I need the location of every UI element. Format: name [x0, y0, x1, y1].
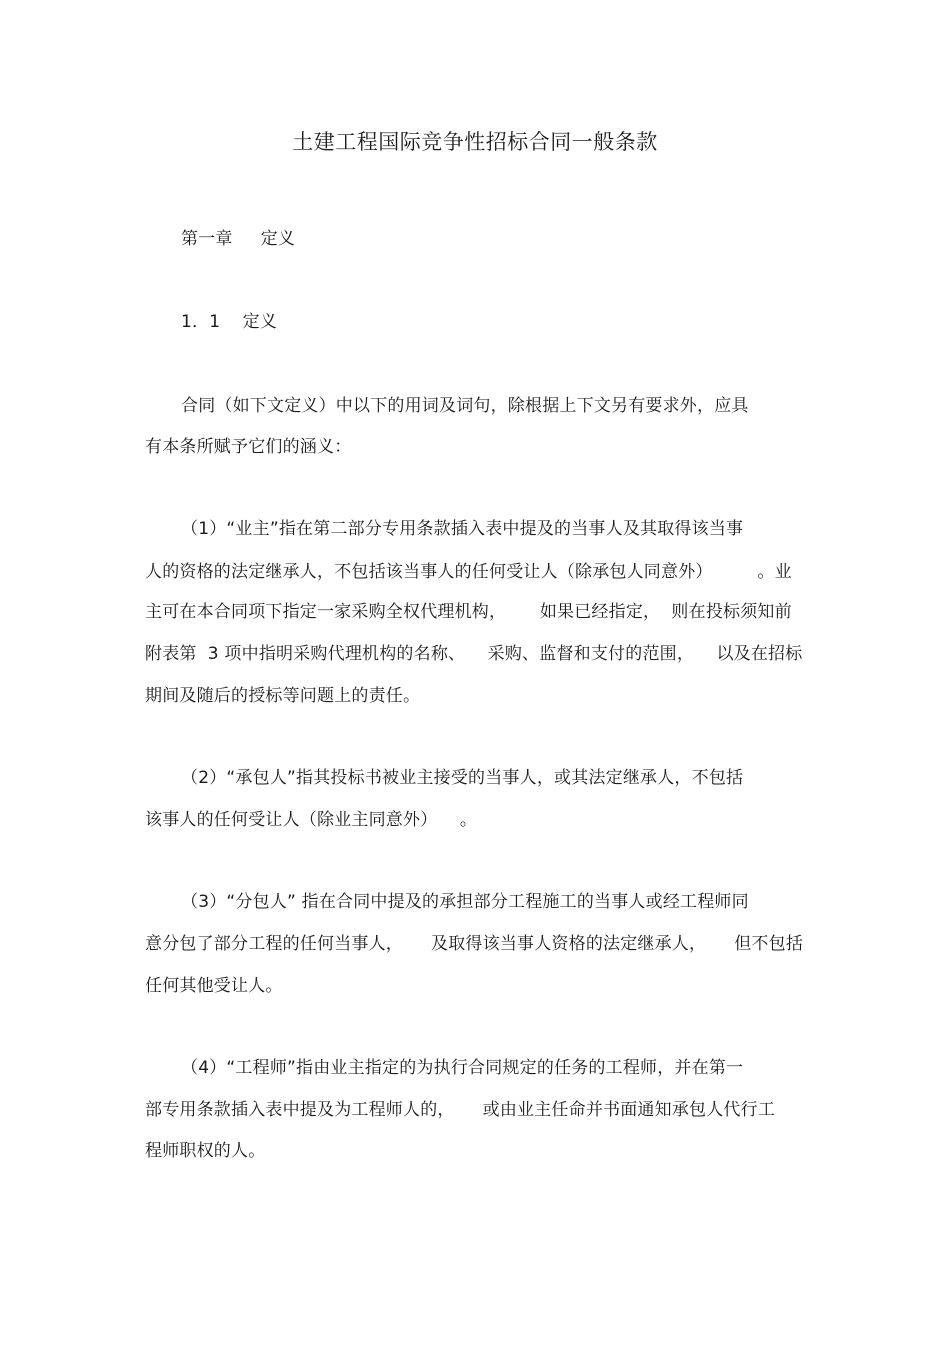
paragraph-line: （4）“工程师”指由业主指定的为执行合同规定的任务的工程师，并在第一 — [181, 1058, 744, 1078]
paragraph-line: 部专用条款插入表中提及为工程师人的， 或由业主任命并书面通知承包人代行工 — [145, 1100, 776, 1120]
chapter-heading: 第一章 定义 — [181, 229, 296, 249]
paragraph-line: 意分包了部分工程的任何当事人， 及取得该当事人资格的法定继承人， 但不包括 — [145, 934, 804, 954]
paragraph-line: 期间及随后的授标等问题上的责任。 — [145, 686, 421, 706]
paragraph-line: （3）“分包人” 指在合同中提及的承担部分工程施工的当事人或经工程师同 — [181, 892, 749, 912]
paragraph-line: 人的资格的法定继承人，不包括该当事人的任何受让人（除承包人同意外） 。业 — [145, 562, 792, 582]
paragraph-line: 主可在本合同项下指定一家采购全权代理机构， 如果已经指定， 则在投标须知前 — [145, 602, 792, 622]
section-heading: 1．1 定义 — [181, 312, 278, 332]
paragraph-line: （2）“承包人”指其投标书被业主接受的当事人，或其法定继承人，不包括 — [181, 768, 744, 788]
paragraph-line: （1）“业主”指在第二部分专用条款插入表中提及的当事人及其取得该当事 — [181, 519, 744, 539]
paragraph-line: 该事人的任何受让人（除业主同意外） 。 — [145, 810, 478, 830]
paragraph-line: 任何其他受让人。 — [145, 976, 283, 996]
document-title: 土建工程国际竞争性招标合同一般条款 — [292, 130, 658, 154]
paragraph-line: 合同（如下文定义）中以下的用词及词句，除根据上下文另有要求外，应具 — [181, 396, 749, 416]
paragraph-line: 有本条所赋予它们的涵义： — [145, 437, 352, 457]
paragraph-line: 附表第 3 项中指明采购代理机构的名称、 采购、监督和支付的范围， 以及在招标 — [145, 644, 803, 664]
paragraph-line: 程师职权的人。 — [145, 1141, 266, 1161]
